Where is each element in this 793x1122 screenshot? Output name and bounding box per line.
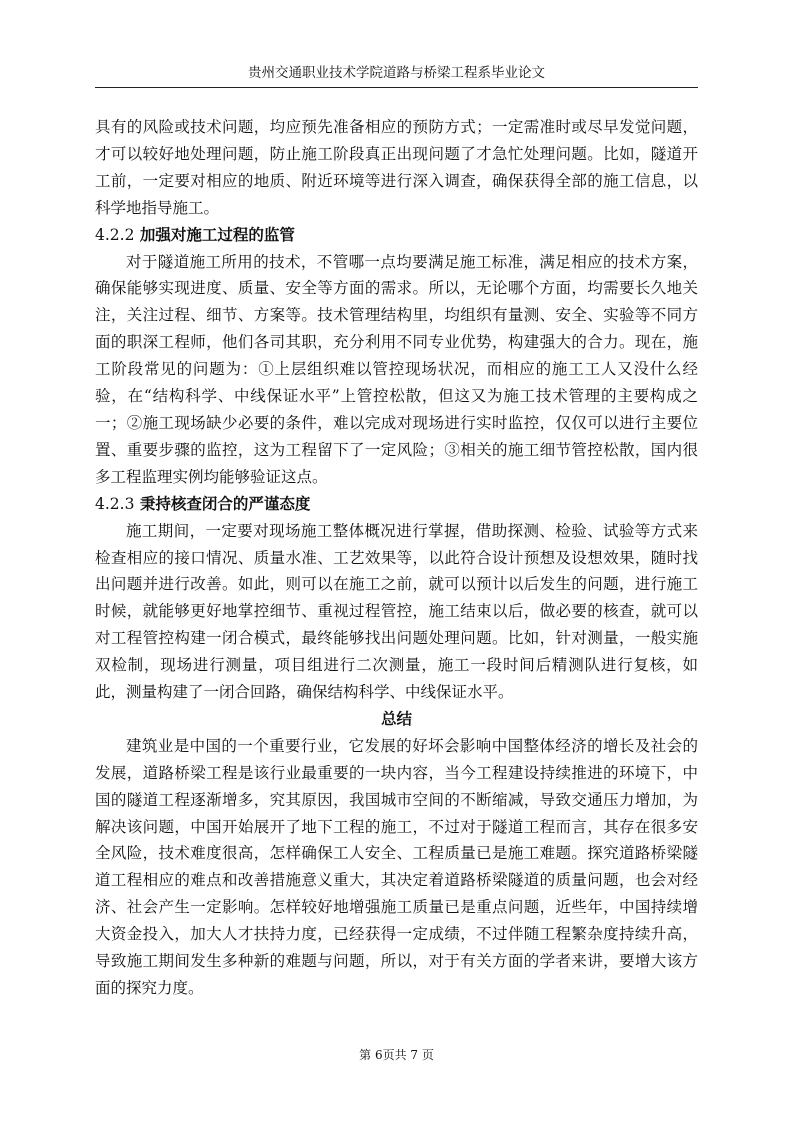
section-number: 4.2.2: [95, 225, 135, 244]
section-heading-text: 秉持核查闭合的严谨态度: [134, 493, 311, 513]
section-heading-4-2-2: [95, 222, 698, 249]
section-number: 4.2.3: [95, 494, 135, 513]
section-heading-text: 加强对施工过程的监管: [134, 224, 295, 244]
paragraph-closure: 施工期间，一定要对现场施工整体概况进行掌握，借助探测、检验、试验等方式来检查相应的接口情况、质量水准、工艺效果等，以此符合设计预想及设想效果，随时找出问题并进行改善。如此，则可以在施工之前，就可以预计以后发生的问题，进行施工时候，就能够更好地掌控细节、重视过程管控，施工结束以后，做必要的核查，就可以对工程管控构建一闭合模式，最终能够找出问题处理问题。比如，针对测量，一般实施双检制，现场进行测量，项目组进行二次测量，施工一段时间后精测队进行复核，如此，测量构建了一闭合回路，确保结构科学、中线保证水平。: [95, 521, 698, 702]
paragraph-supervision: 对于隧道施工所用的技术，不管哪一点均要满足施工标准，满足相应的技术方案，确保能够实现进度、质量、安全等方面的需求。所以，无论哪个方面，均需要长久地关注，关注过程、细节、方案等。技术管理结构里，均组织有量测、安全、实验等不同方面的职深工程师，他们各司其职，充分利用不同专业优势，构建强大的合力。现在，施工阶段常见的问题为：①上层组织难以管控现场状况，而相应的施工工人又没什么经验，在“结构科学、中线保证水平”上管控松散，但这又为施工技术管理的主要构成之一；②施工现场缺少必要的条件，难以完成对现场进行实时监控，仅仅可以进行主要位置、重要步骤的监控，这为工程留下了一定风险；③相关的施工细节管控松散，国内很多工程监理实例均能够验证这点。: [95, 252, 698, 486]
section-heading-4-2-3: [95, 491, 698, 518]
page-number: 第 6页共 7 页: [359, 1048, 434, 1062]
paragraph-intro: 具有的风险或技术问题，均应预先准备相应的预防方式；一定需准时或尽早发觉问题，才可以较好地处理问题，防止施工阶段真正出现问题了才急忙处理问题。比如，隧道开工前，一定要对相应的地质、附近环境等进行深入调查，确保获得全部的施工信息，以科学地指导施工。: [95, 118, 698, 217]
document-body: [95, 114, 698, 1002]
paragraph-summary: 建筑业是中国的一个重要行业，它发展的好坏会影响中国整体经济的增长及社会的发展，道路桥梁工程是该行业最重要的一块内容，当今工程建设持续推进的环境下，中国的隧道工程逐渐增多，究其原因，我国城市空间的不断缩减，导致交通压力增加，为解决该问题，中国开始展开了地下工程的施工，不过对于隧道工程而言，其存在很多安全风险，技术难度很高，怎样确保工人安全、工程质量已是施工难题。探究道路桥梁隧道工程相应的难点和改善措施意义重大，其决定着道路桥梁隧道的质量问题，也会对经济、社会产生一定影响。怎样较好地增强施工质量已是重点问题，近些年，中国持续增大资金投入，加大人才扶持力度，已经获得一定成绩，不过伴随工程繁杂度持续升高，导致施工期间发生多种新的难题与问题，所以，对于有关方面的学者来讲，要增大该方面的探究力度。: [95, 736, 698, 997]
page-header: [95, 63, 698, 88]
page-footer: [95, 1047, 698, 1063]
summary-title: 总结: [380, 708, 412, 728]
header-title: 贵州交通职业技术学院道路与桥梁工程系毕业论文: [248, 65, 545, 81]
